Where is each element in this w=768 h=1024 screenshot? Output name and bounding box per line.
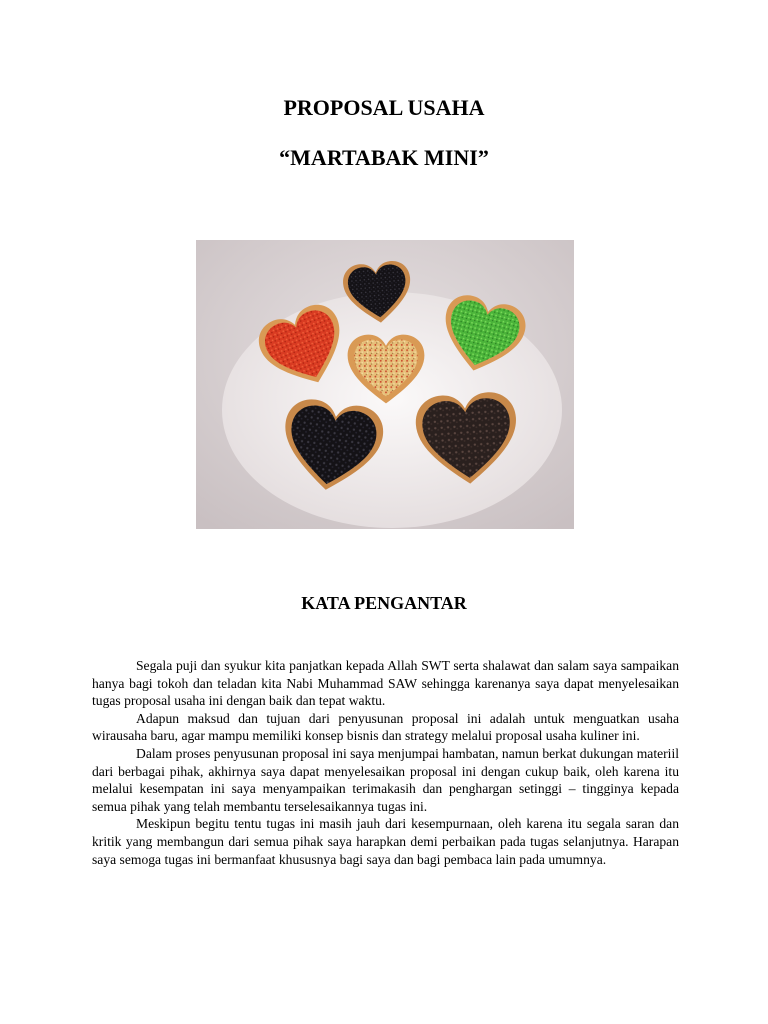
document-subtitle: “MARTABAK MINI” — [279, 145, 489, 170]
paragraph: Adapun maksud dan tujuan dari penyusunan proposal ini adalah untuk menguatkan usaha wirausaha baru, agar mampu memiliki konsep bisnis dan strategy melalui proposal usaha kuliner ini. — [92, 710, 679, 744]
foreword-body — [92, 657, 679, 868]
martabak-mini-photo — [196, 240, 574, 529]
section-heading: KATA PENGANTAR — [301, 593, 467, 613]
document-title: PROPOSAL USAHA — [283, 95, 485, 120]
paragraph: Dalam proses penyusunan proposal ini saya menjumpai hambatan, namun berkat dukungan materiil dari berbagai pihak, akhirnya saya dapat menyelesaikan proposal ini dengan cukup baik, oleh karena itu melalui kesempatan ini saya menyampaikan terimakasih dan penghargan setinggi – tingginya kepada semua pihak yang telah membantu terselesaikannya tugas ini. — [92, 745, 679, 814]
paragraph: Segala puji dan syukur kita panjatkan kepada Allah SWT serta shalawat dan salam saya sampaikan hanya bagi tokoh dan teladan kita Nabi Muhammad SAW sehingga karenanya saya dapat menyelesaikan tugas proposal usaha ini dengan baik dan tepat waktu. — [92, 658, 679, 709]
paragraph: Meskipun begitu tentu tugas ini masih jauh dari kesempurnaan, oleh karena itu segala saran dan kritik yang membangun dari semua pihak saya harapkan demi perbaikan pada tugas selanjutnya. Harapan saya semoga tugas ini bermanfaat khususnya bagi saya dan bagi pembaca lain pada umumnya. — [92, 816, 679, 867]
